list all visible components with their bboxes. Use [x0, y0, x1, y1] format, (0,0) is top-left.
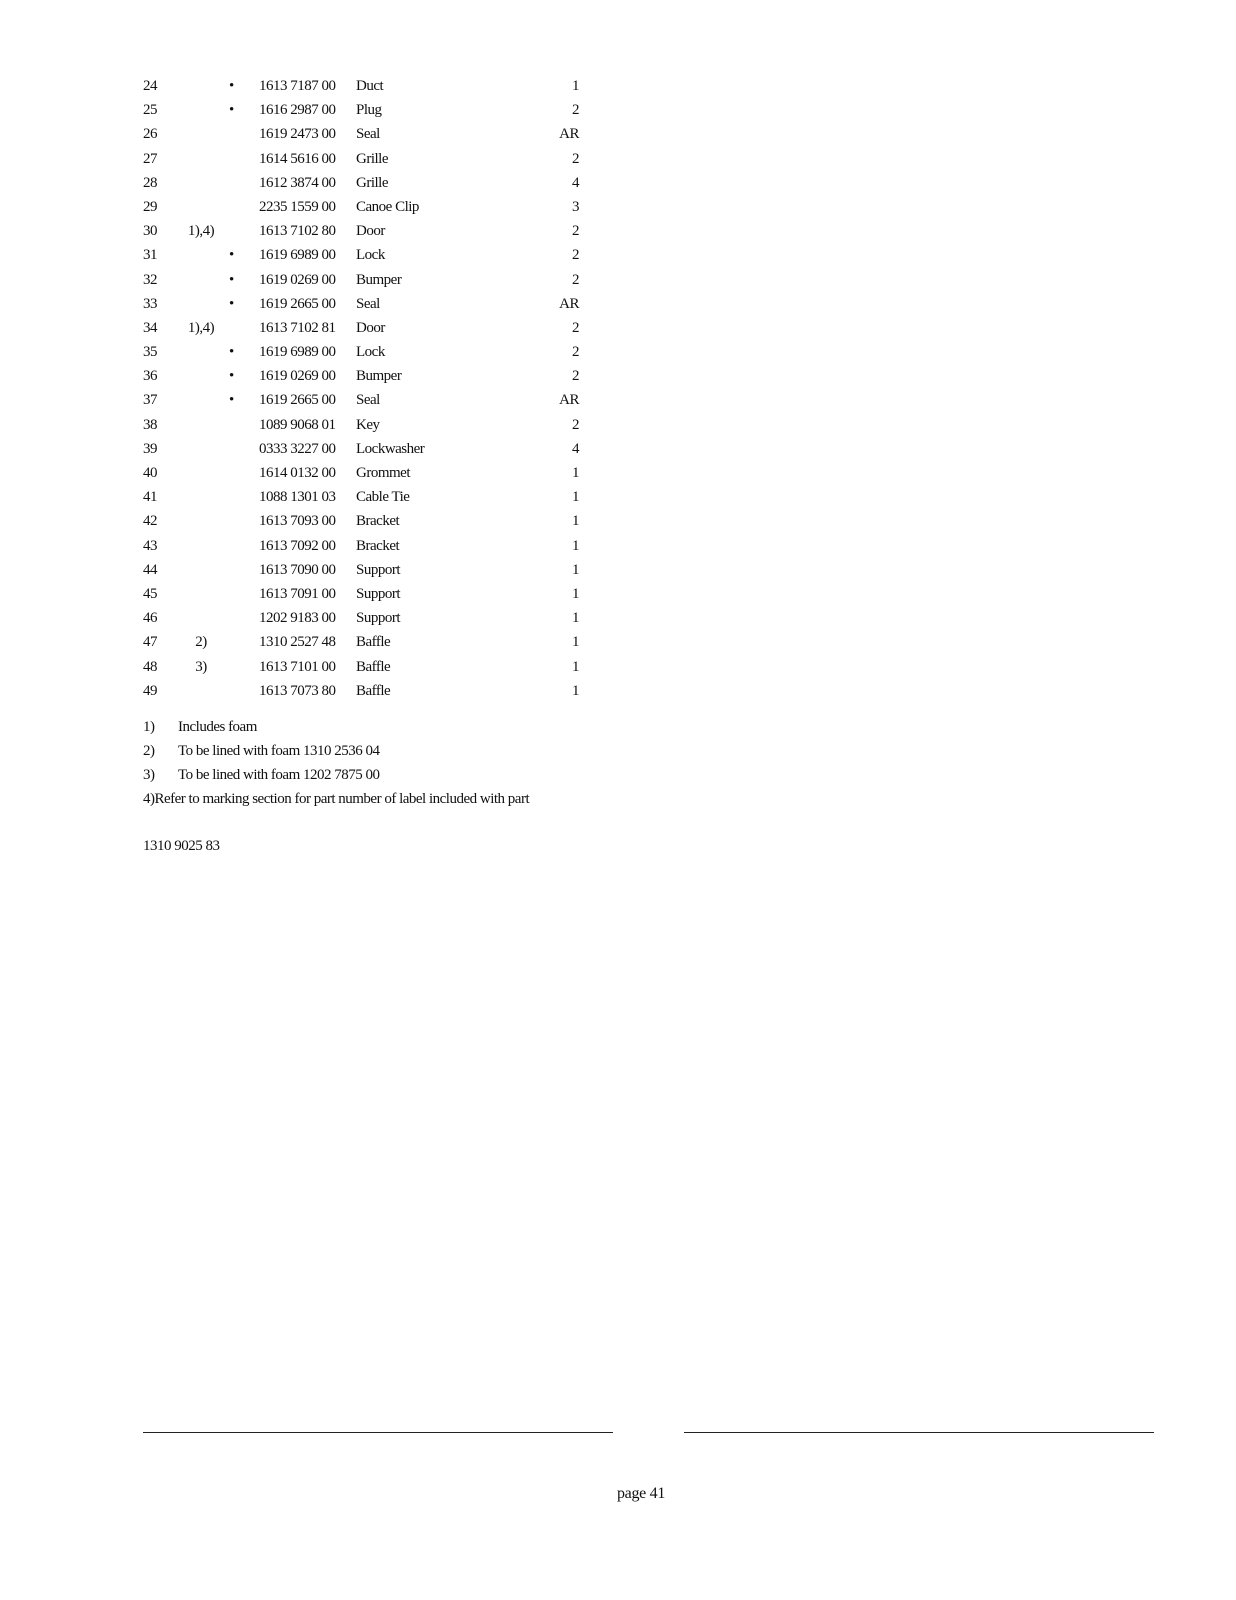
- table-row: [143, 268, 593, 292]
- sub-item-bullet: •: [229, 392, 234, 409]
- note-ref: 3): [195, 658, 207, 675]
- page-number: page 41: [616, 1485, 666, 1502]
- item-number: 42: [143, 513, 157, 530]
- part-description: Bumper: [356, 271, 402, 288]
- table-row: [143, 509, 593, 533]
- part-number: 1613 7187 00: [259, 78, 336, 94]
- item-number: 46: [143, 610, 157, 627]
- table-row: [143, 316, 593, 340]
- part-description: Key: [356, 416, 380, 433]
- item-number: 39: [143, 440, 157, 457]
- item-number: 28: [143, 174, 157, 191]
- item-number: 41: [143, 489, 157, 506]
- item-number: 40: [143, 465, 157, 481]
- part-number: 1089 9068 01: [259, 416, 336, 433]
- part-number: 1619 2665 00: [259, 295, 336, 312]
- table-row: [143, 655, 593, 679]
- item-number: 24: [143, 78, 157, 94]
- quantity: 1: [572, 682, 579, 699]
- footer-rule-right: [684, 1432, 1154, 1433]
- part-description: Bracket: [356, 513, 400, 530]
- note-ref: 1),4): [187, 223, 215, 240]
- quantity: 1: [572, 537, 579, 554]
- part-description: Support: [356, 610, 401, 627]
- sub-item-bullet: •: [229, 247, 234, 264]
- quantity: 1: [572, 513, 579, 530]
- table-row: [143, 461, 593, 485]
- part-number: 1616 2987 00: [259, 102, 336, 119]
- part-description: Cable Tie: [356, 489, 410, 506]
- part-number: 1613 7102 80: [259, 223, 336, 240]
- quantity: 2: [572, 368, 579, 385]
- part-description: Lock: [356, 344, 385, 361]
- item-number: 37: [143, 392, 157, 409]
- quantity: 1: [572, 561, 579, 578]
- footnote-number: 1): [143, 719, 155, 735]
- table-row: [143, 606, 593, 630]
- part-number: 1612 3874 00: [259, 174, 336, 191]
- part-description: Door: [356, 223, 385, 240]
- part-description: Door: [356, 319, 385, 336]
- part-description: Grille: [356, 174, 388, 191]
- part-description: Seal: [356, 392, 380, 409]
- footnote-text: To be lined with foam 1202 7875 00: [178, 767, 380, 783]
- table-row: [143, 219, 593, 243]
- part-number: 1613 7073 80: [259, 682, 336, 699]
- part-number: 0333 3227 00: [259, 440, 336, 457]
- part-number: 1619 2473 00: [259, 126, 336, 143]
- footnote-1: [143, 715, 743, 739]
- item-number: 32: [143, 271, 157, 288]
- footnote-number: 3): [143, 767, 155, 783]
- part-description: Lock: [356, 247, 385, 264]
- quantity: 2: [572, 344, 579, 361]
- table-row: [143, 74, 593, 98]
- quantity: 4: [572, 174, 579, 191]
- footnote-text: 4)Refer to marking section for part number of label included with part: [143, 791, 530, 807]
- part-number: 1613 7102 81: [259, 319, 336, 336]
- item-number: 31: [143, 247, 157, 264]
- footnote-2: [143, 739, 743, 763]
- quantity: 2: [572, 150, 579, 167]
- item-number: 29: [143, 198, 157, 215]
- table-row: [143, 534, 593, 558]
- item-number: 48: [143, 658, 157, 675]
- part-description: Grille: [356, 150, 388, 167]
- part-description: Duct: [356, 78, 384, 94]
- part-description: Grommet: [356, 465, 410, 481]
- parts-list-table: [143, 74, 593, 703]
- table-row: [143, 98, 593, 122]
- table-row: [143, 630, 593, 654]
- table-row: [143, 437, 593, 461]
- part-number: 1613 7092 00: [259, 537, 336, 554]
- quantity: AR: [559, 392, 579, 409]
- table-row: [143, 340, 593, 364]
- part-description: Baffle: [356, 634, 391, 651]
- table-row: [143, 558, 593, 582]
- part-number: 1613 7101 00: [259, 658, 336, 675]
- part-number: 1614 0132 00: [259, 465, 336, 481]
- table-row: [143, 147, 593, 171]
- quantity: 1: [572, 658, 579, 675]
- table-row: [143, 195, 593, 219]
- item-number: 26: [143, 126, 157, 143]
- part-number: 2235 1559 00: [259, 198, 336, 215]
- sub-item-bullet: •: [229, 271, 234, 288]
- item-number: 27: [143, 150, 157, 167]
- table-row: [143, 243, 593, 267]
- table-row: [143, 122, 593, 146]
- part-number: 1619 6989 00: [259, 247, 336, 264]
- quantity: 4: [572, 440, 579, 457]
- part-number: 1619 2665 00: [259, 392, 336, 409]
- part-number: 1613 7093 00: [259, 513, 336, 530]
- item-number: 44: [143, 561, 157, 578]
- sub-item-bullet: •: [229, 78, 234, 94]
- part-description: Seal: [356, 295, 380, 312]
- part-number: 1619 0269 00: [259, 368, 336, 385]
- quantity: 3: [572, 198, 579, 215]
- part-description: Plug: [356, 102, 382, 119]
- part-number: 1614 5616 00: [259, 150, 336, 167]
- note-ref: 2): [195, 634, 207, 651]
- part-number: 1613 7090 00: [259, 561, 336, 578]
- part-number: 1202 9183 00: [259, 610, 336, 627]
- table-row: [143, 582, 593, 606]
- table-row: [143, 171, 593, 195]
- quantity: 2: [572, 271, 579, 288]
- quantity: 2: [572, 102, 579, 119]
- quantity: AR: [559, 295, 579, 312]
- footnote-4: [143, 787, 743, 811]
- part-number: 1619 6989 00: [259, 344, 336, 361]
- item-number: 30: [143, 223, 157, 240]
- table-row: [143, 679, 593, 703]
- part-description: Bumper: [356, 368, 402, 385]
- part-number: 1088 1301 03: [259, 489, 336, 506]
- footer-rule-left: [143, 1432, 613, 1433]
- item-number: 33: [143, 295, 157, 312]
- quantity: 1: [572, 610, 579, 627]
- quantity: 1: [572, 489, 579, 506]
- quantity: 1: [572, 585, 579, 602]
- item-number: 43: [143, 537, 157, 554]
- item-number: 25: [143, 102, 157, 119]
- part-description: Support: [356, 585, 401, 602]
- footnote-3: [143, 763, 743, 787]
- table-row: [143, 485, 593, 509]
- sub-item-bullet: •: [229, 368, 234, 385]
- part-description: Support: [356, 561, 401, 578]
- sub-item-bullet: •: [229, 295, 234, 312]
- part-number: 1619 0269 00: [259, 271, 336, 288]
- quantity: 2: [572, 416, 579, 433]
- item-number: 47: [143, 634, 157, 651]
- quantity: 1: [572, 465, 579, 481]
- item-number: 35: [143, 344, 157, 361]
- table-row: [143, 388, 593, 412]
- sub-item-bullet: •: [229, 344, 234, 361]
- note-ref: 1),4): [187, 319, 215, 336]
- item-number: 38: [143, 416, 157, 433]
- part-description: Bracket: [356, 537, 400, 554]
- quantity: 2: [572, 247, 579, 264]
- quantity: AR: [559, 126, 579, 143]
- footnote-text: Includes foam: [178, 719, 257, 735]
- table-row: [143, 413, 593, 437]
- part-number: 1310 2527 48: [259, 634, 336, 651]
- item-number: 36: [143, 368, 157, 385]
- part-description: Baffle: [356, 658, 391, 675]
- item-number: 49: [143, 682, 157, 699]
- footnote-text: To be lined with foam 1310 2536 04: [178, 743, 380, 759]
- quantity: 2: [572, 223, 579, 240]
- table-row: [143, 292, 593, 316]
- part-number: 1613 7091 00: [259, 585, 336, 602]
- footnote-number: 2): [143, 743, 155, 759]
- part-description: Canoe Clip: [356, 198, 419, 215]
- quantity: 2: [572, 319, 579, 336]
- footnotes: [143, 715, 743, 811]
- item-number: 34: [143, 319, 157, 336]
- part-description: Lockwasher: [356, 440, 425, 457]
- part-description: Seal: [356, 126, 380, 143]
- part-description: Baffle: [356, 682, 391, 699]
- table-row: [143, 364, 593, 388]
- sub-item-bullet: •: [229, 102, 234, 119]
- quantity: 1: [572, 78, 579, 94]
- document-number: 1310 9025 83: [143, 838, 220, 854]
- quantity: 1: [572, 634, 579, 651]
- item-number: 45: [143, 585, 157, 602]
